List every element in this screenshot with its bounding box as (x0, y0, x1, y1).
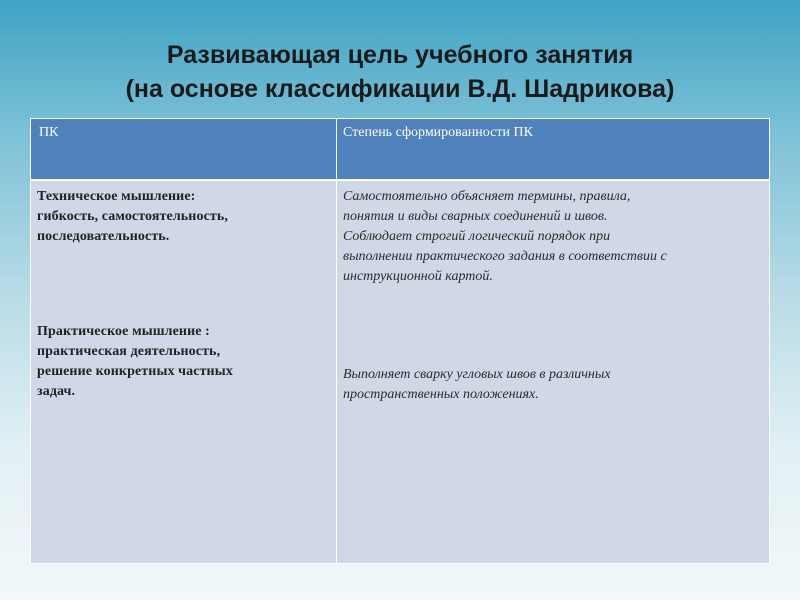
slide-title (0, 38, 800, 106)
competency-table (30, 118, 770, 564)
practical-thinking-text: Практическое мышление : практическая деятельность, решение конкретных частных задач. (37, 324, 233, 399)
table-header-row (31, 119, 769, 181)
slide-title-line-2: (на основе классификации В.Д. Шадрикова) (125, 75, 675, 103)
column-divider (336, 119, 337, 563)
table-cell-competencies (37, 187, 327, 402)
header-cell-pk: ПК (39, 125, 59, 140)
header-cell-level: Степень сформированности ПК (343, 125, 533, 140)
practical-level-text: Выполняет сварку угловых швов в различных пространственных положениях. (343, 367, 611, 402)
slide-title-line-1: Развивающая цель учебного занятия (166, 41, 634, 69)
technical-level-text: Самостоятельно объясняет термины, правила, понятия и виды сварных соединений и швов. Соблюдает строгий логический порядок при выполнении практического задания в соответствии с инструкционной картой. (343, 189, 667, 284)
table-cell-levels (343, 187, 763, 405)
technical-thinking-text: Техническое мышление: гибкость, самостоятельность, последовательность. (37, 189, 228, 244)
